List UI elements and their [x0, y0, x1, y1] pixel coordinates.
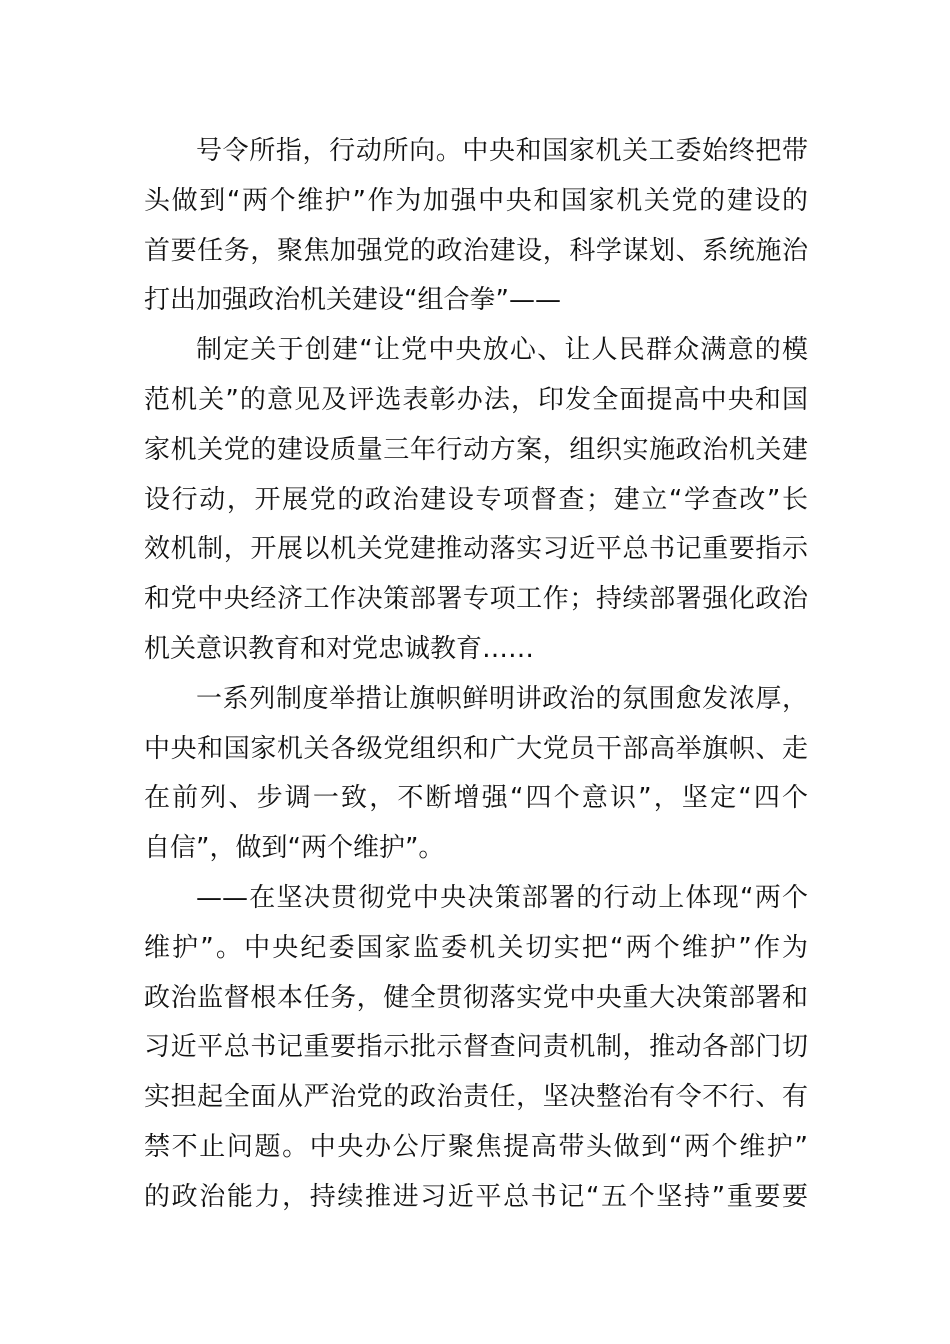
body-text: [144, 127, 808, 1223]
paragraph-1: [144, 127, 808, 326]
text-line: 号令所指，行动所向。中央和国家机关工委始终把带: [196, 136, 808, 166]
text-line: 一系列制度举措让旗帜鲜明讲政治的氛围愈发浓厚，: [196, 683, 808, 714]
text-line: 设行动，开展党的政治建设专项督查；建立“学查改”长: [144, 484, 808, 515]
text-line: 实担起全面从严治党的政治责任，坚决整治有令不行、有: [144, 1082, 808, 1113]
text-line: 习近平总书记重要指示批示督查问责机制，推动各部门切: [144, 1032, 808, 1063]
text-line: 范机关”的意见及评选表彰办法，印发全面提高中央和国: [144, 384, 808, 415]
text-line: 政治监督根本任务，健全贯彻落实党中央重大决策部署和: [144, 982, 808, 1013]
paragraph-4: [144, 874, 808, 1223]
text-line: 头做到“两个维护”作为加强中央和国家机关党的建设的: [144, 185, 808, 216]
paragraph-2: [144, 326, 808, 675]
text-line: 的政治能力，持续推进习近平总书记“五个坚持”重要要: [144, 1181, 808, 1212]
text-line: 和党中央经济工作决策部署专项工作；持续部署强化政治: [144, 584, 808, 615]
text-line: 机关意识教育和对党忠诚教育……: [144, 633, 535, 664]
paragraph-3: [144, 675, 808, 874]
text-line: 首要任务，聚焦加强党的政治建设，科学谋划、系统施治: [144, 235, 808, 266]
text-line: 中央和国家机关各级党组织和广大党员干部高举旗帜、走: [144, 733, 808, 764]
text-line: 在前列、步调一致，不断增强“四个意识”，坚定“四个: [144, 783, 808, 814]
text-line: ——在坚决贯彻党中央决策部署的行动上体现“两个: [196, 882, 808, 913]
text-line: 禁不止问题。中央办公厅聚焦提高带头做到“两个维护”: [144, 1131, 808, 1162]
text-line: 自信”，做到“两个维护”。: [144, 833, 445, 864]
text-line: 维护”。中央纪委国家监委机关切实把“两个维护”作为: [144, 932, 808, 963]
text-line: 家机关党的建设质量三年行动方案，组织实施政治机关建: [144, 434, 808, 465]
text-line: 制定关于创建“让党中央放心、让人民群众满意的模: [196, 335, 808, 366]
text-line: 打出加强政治机关建设“组合拳”——: [144, 285, 561, 316]
text-line: 效机制，开展以机关党建推动落实习近平总书记重要指示: [144, 534, 808, 565]
